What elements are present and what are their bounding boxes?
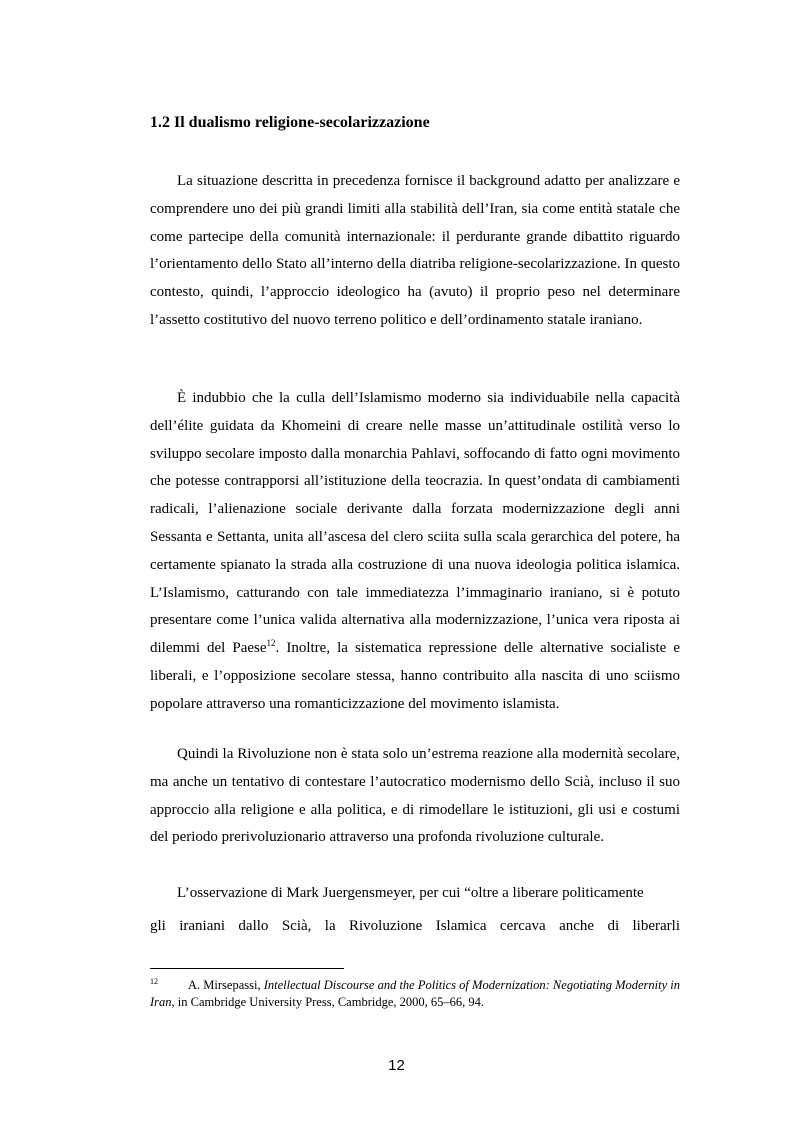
paragraph-3: Quindi la Rivoluzione non è stata solo un’estrema reazione alla modernità secolare, ma anche un tentativo di contestare l’autocratico modernismo dello Scià, incluso il suo approccio alla religione e alla politica, e di rimodellare le istituzioni, gli usi e costumi del periodo prerivoluzionario attraverso una profonda rivoluzione culturale. [150, 746, 680, 846]
footnote-reference[interactable]: 12 [266, 638, 276, 649]
footnote [150, 977, 680, 1011]
footnote-details: in Cambridge University Press, Cambridge, 2000, 65–66, 94. [177, 995, 485, 1009]
footnote-author: A. Mirsepassi, [188, 978, 261, 992]
paragraph-4-line-2: gli iraniani dallo Scià, la Rivoluzione Islamica cercava anche di liberarli [150, 918, 680, 934]
footnote-number: 12 [150, 976, 158, 986]
section-heading: 1.2 Il dualismo religione-secolarizzazione [150, 114, 430, 131]
footnote-title: Intellectual Discourse and the Politics of Modernization: Negotiating Modernity in Iran, [150, 978, 681, 1009]
paragraph-2-text-end: . Inoltre, la sistematica repressione delle alternative socialiste e liberali, e l’opposizione secolare stessa, hanno contribuito alla nascita di uno sciismo popolare attraverso una romanticizzazione del movimento islamista. [150, 640, 680, 712]
paragraph-2 [150, 385, 680, 719]
page-number: 12 [388, 1057, 405, 1074]
paragraph-1: La situazione descritta in precedenza fornisce il background adatto per analizzare e comprendere uno dei più grandi limiti alla stabilità dell’Iran, sia come entità statale che come partecipe della comunità internazionale: il perdurante grande dibattito riguardo l’orientamento dello Stato all’interno della diatriba religione-secolarizzazione. In questo contesto, quindi, l’approccio ideologico ha (avuto) il proprio peso nel determinare l’assetto costitutivo del nuovo terreno politico e dell’ordinamento statale iraniano. [150, 173, 680, 328]
paragraph-4-line-1: L’osservazione di Mark Juergensmeyer, per cui “oltre a liberare politicamente [177, 885, 644, 901]
paragraph-2-text-start: È indubbio che la culla dell’Islamismo moderno sia individuabile nella capacità dell’élite guidata da Khomeini di creare nelle masse un’attitudinale ostilità verso lo sviluppo secolare imposto dalla monarchia Pahlavi, soffocando di fatto ogni movimento che potesse contrapporsi all’istituzione della teocrazia. In quest’ondata di cambiamenti radicali, l’alienazione sociale derivante dalla forzata modernizzazione degli anni Sessanta e Settanta, unita all’ascesa del clero sciita sulla scala gerarchica del potere, ha certamente spianato la strada alla costruzione di una nuova ideologia politica islamica. L’Islamismo, catturando con tale immediatezza l’immaginario iraniano, si è potuto presentare come l’unica valida alternativa alla modernizzazione, l’unica vera riposta ai dilemmi del Paese [150, 390, 680, 657]
footnote-separator [150, 968, 344, 969]
